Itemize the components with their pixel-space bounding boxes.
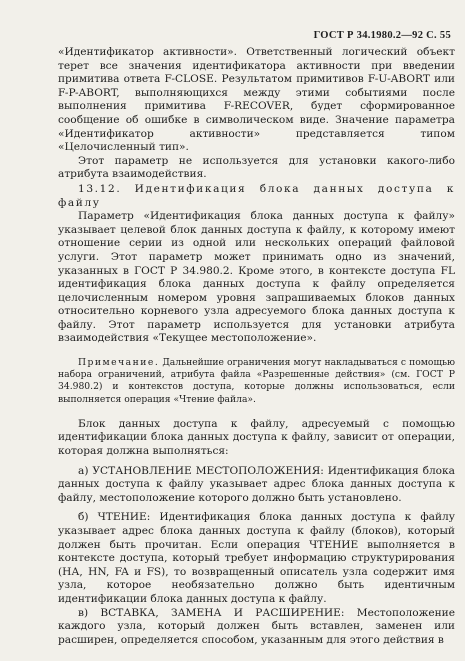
paragraph-operations-intro: Блок данных доступа к файлу, адресуемый с помощью идентификации блока данных доступа к файлу, зависит от операции, которая должна выполняться: [58, 417, 455, 458]
list-item-insert-replace-extend: в) ВСТАВКА, ЗАМЕНА И РАСШИРЕНИЕ: Местоположение каждого узла, который должен быть вставлен, заменен или расширен, определяется способом, указанным для этого действия в [58, 606, 455, 646]
paragraph-activity-identifier: «Идентификатор активности». Ответственный логический объект терет все значения идентификатора активности при введении примитива ответа F-CLOSE. Результатом примитивов F-U-ABORT или F-P-ABORT, выполняющихся между этими событиями после выполнения примитива F-RECOVER, будет сформированное сообщение об ошибке в символическом виде. Значение параметра «Идентификатор активности» представляется типом «Целочисленный тип». [58, 46, 455, 154]
paragraph-parameter-description: Параметр «Идентификация блока данных доступа к файлу» указывает целевой блок данных доступа к файлу, к которому имеют отношение серии из одной или нескольких операций файловой услуги. Этот параметр может принимать одно из значений, указанных в ГОСТ Р 34.980.2. Кроме этого, в контексте доступа FL идентификация блока данных доступа к файлу определяется целочисленным номером уровня запрашиваемых блоков данных относительно корневого узла адресуемого блока данных доступа к файлу. Этот параметр используется для установки атрибута взаимодействия «Текущее местоположение». [58, 210, 455, 345]
section-heading: 13.12. Идентификация блока данных доступа к файлу [58, 182, 455, 209]
note-block [58, 357, 455, 406]
list-item-read: б) ЧТЕНИЕ: Идентификация блока данных доступа к файлу указывает адрес блока данных доступа к файлу (блоков), который должен быть прочитан. Если операция ЧТЕНИЕ выполняется в контексте доступа, который требует информацию структурирования (НА, HN, FA и FS), то возвращенный описатель узла содержит имя узла, которое необязательно должно быть идентичным идентификации блока данных доступа к файлу. [58, 511, 455, 605]
paragraph-attribute-note: Этот параметр не используется для установки какого-либо атрибута взаимодействия. [58, 154, 455, 181]
list-item-locate: а) УСТАНОВЛЕНИЕ МЕСТОПОЛОЖЕНИЯ: Идентификация блока данных доступа к файлу указывает адрес блока данных доступа к файлу, местоположение которого должно быть установлено. [58, 464, 455, 504]
document-body [58, 46, 455, 647]
note-text: Дальнейшие ограничения могут накладываться с помощью набора ограничений, атрибута файла «Разрешенные действия» (см. ГОСТ Р 34.980.2) и контекстов доступа, которые должны использоваться, если выполняется операция «Чтение файла». [58, 357, 455, 405]
note-label: Примечание. [78, 357, 160, 369]
page-header: ГОСТ Р 34.1980.2—92 С. 55 [313, 30, 451, 41]
